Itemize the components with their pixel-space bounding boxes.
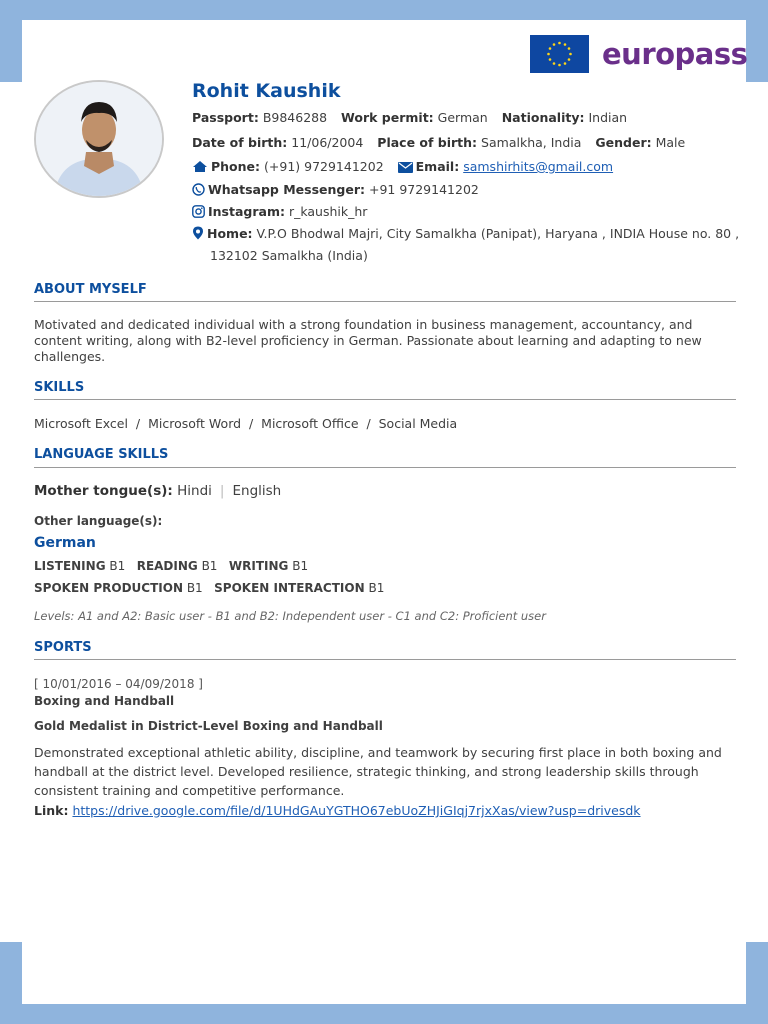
section-divider [34,399,736,400]
mother-tongue-line [34,483,736,499]
spoken-production-label: SPOKEN PRODUCTION [34,581,183,595]
logo-text: europass [602,37,748,71]
skills-list: Microsoft Excel / Microsoft Word / Microsoft Office / Social Media [34,416,458,431]
about-text: Motivated and dedicated individual with a strong foundation in business management, accountancy, and content writing, along with B2-level proficiency in German. Passionate about learning and adapting to new challenges. [34,317,702,364]
instagram-label: Instagram: [208,204,285,219]
pob-value: Samalkha, India [481,135,582,150]
reading-label: READING [136,559,198,573]
whatsapp-label: Whatsapp Messenger: [208,182,365,197]
home-label: Home: [207,226,253,241]
frame-top [0,0,768,20]
mother-tongue-1: Hindi [177,483,212,499]
sports-link-line [34,803,736,819]
nationality-label: Nationality: [501,110,585,125]
section-divider [34,467,736,468]
section-divider [34,301,736,302]
phone-label: Phone: [211,159,261,174]
full-name: Rohit Kaushik [192,80,341,102]
home-address-line2: 132102 Samalkha (India) [210,248,368,263]
phone-value: (+91) 9729141202 [264,159,384,174]
listening-label: LISTENING [34,559,106,573]
instagram-line [192,204,367,221]
gender-value: Male [655,135,686,150]
birth-line [192,135,685,150]
dob-value: 11/06/2004 [291,135,364,150]
sports-achievement: Gold Medalist in District-Level Boxing and Handball [34,719,383,733]
nationality-value: Indian [588,110,628,125]
reading-level: B1 [201,559,218,573]
whatsapp-line [192,182,479,199]
dob-label: Date of birth: [192,135,288,150]
language-name: German [34,535,96,551]
location-pin-icon [192,226,204,243]
passport-value: B9846288 [262,110,328,125]
instagram-icon [192,205,205,221]
frame-corner [0,0,22,82]
section-divider [34,659,736,660]
passport-label: Passport: [192,110,259,125]
other-language-label: Other language(s): [34,514,163,528]
sports-dates: [ 10/01/2016 – 04/09/2018 ] [34,677,203,691]
eu-flag-icon [530,35,589,73]
instagram-value: r_kaushik_hr [288,204,368,219]
home-line [192,226,739,243]
about-section-title: ABOUT MYSELF [34,282,147,297]
sports-activity: Boxing and Handball [34,694,175,708]
email-link[interactable]: samshirhits@gmail.com [463,159,614,174]
home-phone-icon [192,160,208,176]
writing-level: B1 [292,559,309,573]
profile-photo [34,80,164,198]
spoken-interaction-label: SPOKEN INTERACTION [214,581,365,595]
sports-drive-link[interactable]: https://drive.google.com/file/d/1UHdGAuYGTHO67ebUoZHJiGIqj7rjxXas/view?usp=drivesdk [72,803,641,818]
sports-section-title: SPORTS [34,640,92,655]
email-icon [398,161,413,176]
whatsapp-icon [192,183,205,199]
work-permit-value: German [437,110,488,125]
frame-corner [0,942,22,1024]
listening-level: B1 [109,559,126,573]
europass-logo [530,35,747,73]
pob-label: Place of birth: [377,135,478,150]
email-label: Email: [415,159,460,174]
spoken-production-level: B1 [186,581,203,595]
home-address-line1: V.P.O Bhodwal Majri, City Samalkha (Panipat), Haryana , INDIA House no. 80 , [256,226,740,241]
frame-corner [746,0,768,82]
separator: | [219,483,225,499]
language-levels-row1 [34,558,736,574]
mother-tongue-2: English [232,483,282,499]
spoken-interaction-level: B1 [368,581,385,595]
contact-line [192,159,613,176]
frame-corner [746,942,768,1024]
language-levels-row2 [34,580,736,596]
skills-section-title: SKILLS [34,380,85,395]
levels-note: Levels: A1 and A2: Basic user - B1 and B2: Independent user - C1 and C2: Proficient user [34,609,546,623]
mother-tongue-label: Mother tongue(s): [34,483,173,499]
link-label: Link: [34,803,69,818]
frame-bottom [0,1004,768,1024]
gender-label: Gender: [595,135,652,150]
work-permit-label: Work permit: [341,110,434,125]
writing-label: WRITING [228,559,289,573]
identity-line [192,110,627,125]
sports-description: Demonstrated exceptional athletic ability, discipline, and teamwork by securing first place in both boxing and handball at the district level. Developed resilience, strategic thinking, and strong leadership skills through consistent training and competitive performance. [34,745,722,798]
language-section-title: LANGUAGE SKILLS [34,447,169,462]
whatsapp-value: +91 9729141202 [368,182,479,197]
